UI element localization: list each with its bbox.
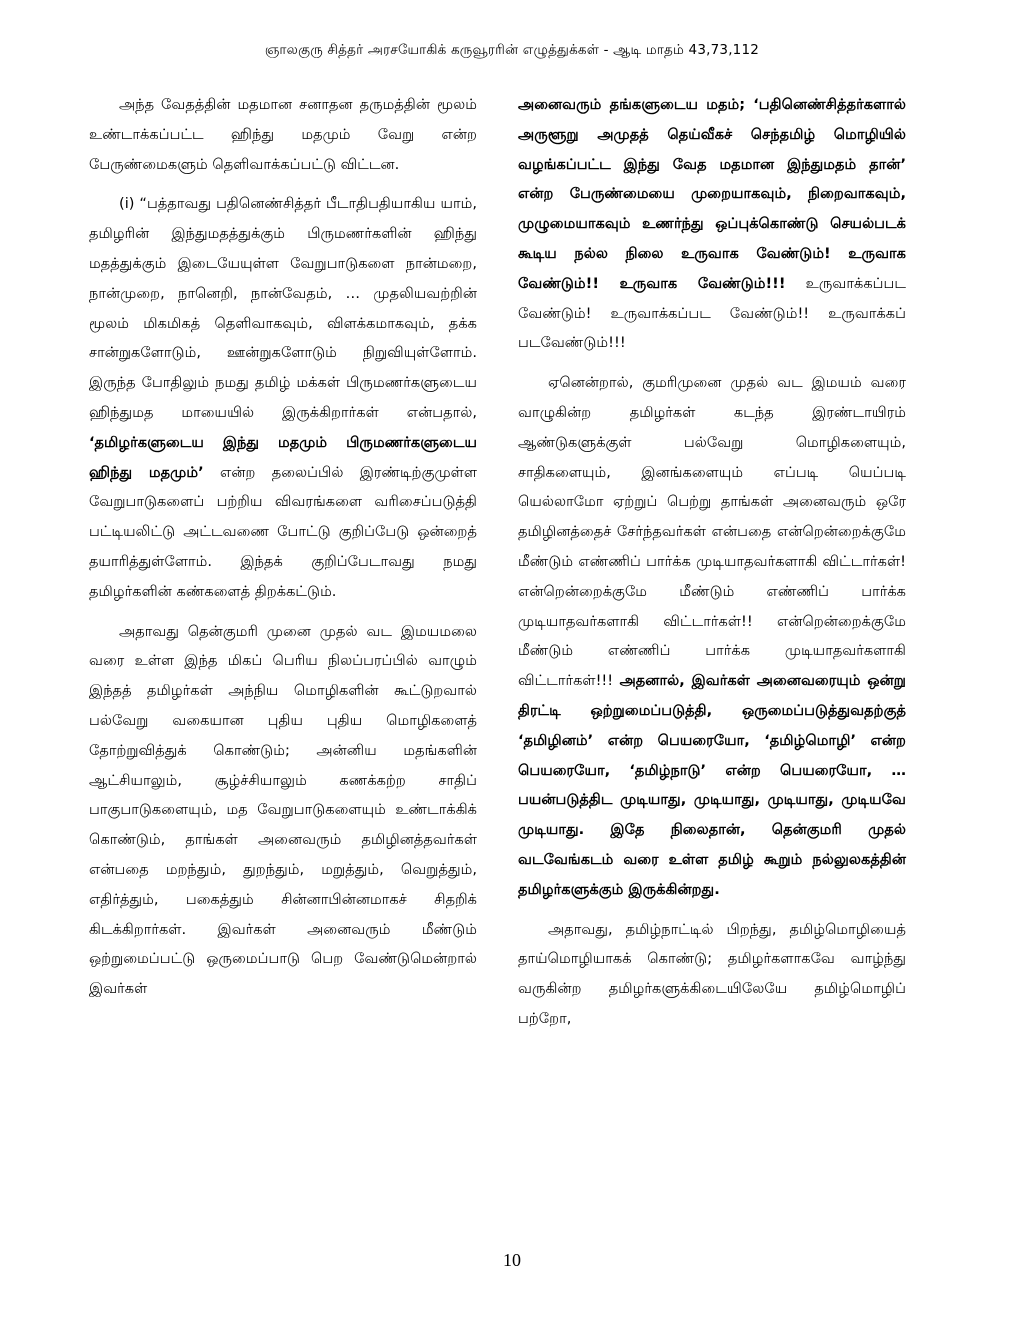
right-paragraph-1 xyxy=(518,90,906,358)
left-paragraph-2 xyxy=(89,189,477,606)
running-header: ஞாலகுரு சித்தர் அரசயோகிக் கருவூரரின் எழுத்துக்கள் - ஆடி மாதம் 43,73,112 xyxy=(264,42,760,58)
left-column xyxy=(89,90,477,1014)
left-paragraph-1: அந்த வேதத்தின் மதமான சனாதன தருமத்தின் மூலம் உண்டாக்கப்பட்ட ஹிந்து மதமும் வேறு என்ற பேருண்மைகளும் தெளிவாக்கப்பட்டு விட்டன. xyxy=(89,96,477,173)
right-paragraph-3: அதாவது, தமிழ்நாட்டில் பிறந்து, தமிழ்மொழியைத் தாய்மொழியாகக் கொண்டு; தமிழர்களாகவே வாழ்ந்து வருகின்ற தமிழர்களுக்கிடையிலேயே தமிழ்மொழிப் பற்றோ, xyxy=(518,920,906,1027)
page-number: 10 xyxy=(503,1250,521,1270)
left-paragraph-2-tail: என்ற தலைப்பில் இரண்டிற்குமுள்ள வேறுபாடுகளைப் பற்றிய விவரங்களை வரிசைப்படுத்தி பட்டியலிட்டு அட்டவணை போட்டு குறிப்பேடு ஒன்றைத் தயாரித்துள்ளோம். இந்தக் குறிப்பேடாவது நமது தமிழர்களின் கண்களைத் திறக்கட்டும். xyxy=(89,463,478,600)
right-paragraph-1-bold: அனைவரும் தங்களுடைய மதம்; ‘பதினெண்சித்தர்களால் அருளூறு அமுதத் தெய்வீகச் செந்தமிழ் மொழியில் வழங்கப்பட்ட இந்து வேத மதமான இந்துமதம் தான்’ என்ற பேருண்மையை முறையாகவும், நிறைவாகவும், முழுமையாகவும் உணர்ந்து ஒப்புக்கொண்டு செயல்படக் கூடிய நல்ல நிலை உருவாக வேண்டும்! உருவாக வேண்டும்!! உருவாக வேண்டும்!!! xyxy=(518,96,906,292)
left-paragraph-2-text: (i) “பத்தாவது பதினெண்சித்தர் பீடாதிபதியாகிய யாம், தமிழரின் இந்துமதத்துக்கும் பிருமணர்களின் ஹிந்து மதத்துக்கும் இடையேயுள்ள வேறுபாடுகளை நான்மறை, நான்முறை, நானெறி, நான்வேதம், … முதலியவற்றின் மூலம் மிகமிகத் தெளிவாகவும், விளக்கமாகவும், தக்க சான்றுகளோடும், ஊன்றுகளோடும் நிறுவியுள்ளோம். இருந்த போதிலும் நமது தமிழ் மக்கள் பிருமணர்களுடைய ஹிந்துமத மாயையில் இருக்கிறார்கள் என்பதால், xyxy=(89,195,477,421)
left-paragraph-2-bold-title: ‘தமிழர்களுடைய இந்து மதமும் பிருமணர்களுடைய ஹிந்து மதமும்’ xyxy=(89,433,477,481)
right-paragraph-1-text: உருவாக்கப்பட வேண்டும்! உருவாக்கப்பட வேண்டும்!! உருவாக்கப் படவேண்டும்!!! xyxy=(518,274,907,352)
right-column xyxy=(518,90,906,1044)
right-paragraph-2 xyxy=(518,368,906,904)
right-paragraph-2-text: ஏனென்றால், குமரிமுனை முதல் வட இமயம் வரை வாழுகின்ற தமிழர்கள் கடந்த இரண்டாயிரம் ஆண்டுகளுக்குள் பல்வேறு மொழிகளையும், சாதிகளையும், இனங்களையும் எப்படி யெப்படி யெல்லாமோ ஏற்றுப் பெற்று தாங்கள் அனைவரும் ஒரே தமிழினத்தைச் சேர்ந்தவர்கள் என்பதை என்றென்றைக்குமே மீண்டும் எண்ணிப் பார்க்க முடியாதவர்களாகி விட்டார்கள்! என்றென்றைக்குமே மீண்டும் எண்ணிப் பார்க்க முடியாதவர்களாகி விட்டார்கள்!! என்றென்றைக்குமே மீண்டும் எண்ணிப் பார்க்க முடியாதவர்களாகி விட்டார்கள்!!! xyxy=(518,374,906,690)
left-paragraph-3: அதாவது தென்குமரி முனை முதல் வட இமயமலை வரை உள்ள இந்த மிகப் பெரிய நிலப்பரப்பில் வாழும் இந்தத் தமிழர்கள் அந்நிய மொழிகளின் கூட்டுறவால் பல்வேறு வகையான புதிய புதிய மொழிகளைத் தோற்றுவித்துக் கொண்டும்; அன்னிய மதங்களின் ஆட்சியாலும், சூழ்ச்சியாலும் கணக்கற்ற சாதிப் பாகுபாடுகளையும், மத வேறுபாடுகளையும் உண்டாக்கிக் கொண்டும், தாங்கள் அனைவரும் தமிழினத்தவர்கள் என்பதை மறந்தும், துறந்தும், மறுத்தும், வெறுத்தும், எதிர்த்தும், பகைத்தும் சின்னாபின்னமாகச் சிதறிக் கிடக்கிறார்கள். இவர்கள் அனைவரும் மீண்டும் ஒற்றுமைப்பட்டு ஒருமைப்பாடு பெற வேண்டுமென்றால் இவர்கள் xyxy=(89,622,477,998)
right-paragraph-2-bold: அதனால், இவர்கள் அனைவரையும் ஒன்று திரட்டி ஒற்றுமைப்படுத்தி, ஒருமைப்படுத்துவதற்குத் ‘தமிழினம்’ என்ற பெயரையோ, ‘தமிழ்மொழி’ என்ற பெயரையோ, ‘தமிழ்நாடு’ என்ற பெயரையோ, … பயன்படுத்திட முடியாது, முடியாது, முடியாது, முடியவே முடியாது. இதே நிலைதான், தென்குமரி முதல் வடவேங்கடம் வரை உள்ள தமிழ் கூறும் நல்லுலகத்தின் தமிழர்களுக்கும் இருக்கின்றது. xyxy=(518,672,906,898)
